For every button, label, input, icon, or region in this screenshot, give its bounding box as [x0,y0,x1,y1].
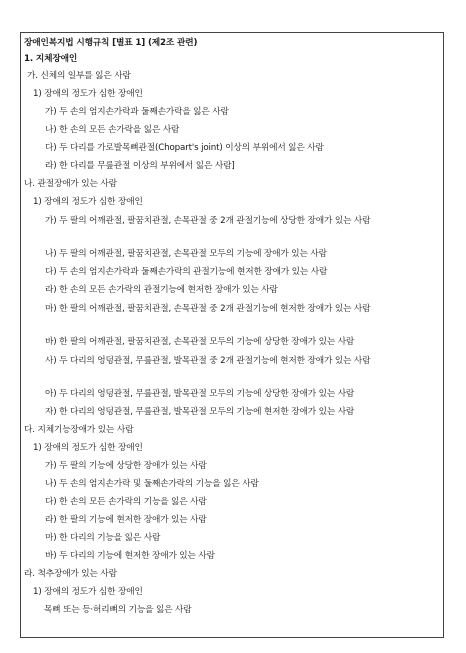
document-line: 1) 장애의 정도가 심한 장애인 [33,587,143,597]
document-line: 라) 한 손의 모든 손가락의 관절기능에 현저한 장애가 있는 사람 [45,285,278,295]
document-line: 아) 두 다리의 엉덩관절, 무릎관절, 발목관절 모두의 기능에 상당한 장애가 있는 사람 [45,389,355,399]
document-line: 나) 한 손의 모든 손가락을 잃은 사람 [45,125,180,135]
document-line: 나. 관절장애가 있는 사람 [24,179,117,189]
document-line: 나) 두 손의 엄지손가락 및 둘째손가락의 기능을 잃은 사람 [45,479,259,489]
document-line: 1) 장애의 정도가 심한 장애인 [33,197,143,207]
document-frame [20,32,444,638]
document-line: 다) 두 다리를 가로발목뼈관절(Chopart's joint) 이상의 부위에서 잃은 사람 [45,143,324,153]
document-line: 1. 지체장애인 [24,54,78,64]
document-line: 마) 한 다리의 기능을 잃은 사람 [45,533,161,543]
document-line: 라) 한 팔의 기능에 현저한 장애가 있는 사람 [45,515,207,525]
document-line: 목뼈 또는 등·허리뼈의 기능을 잃은 사람 [44,605,192,615]
document-line: 다) 두 손의 엄지손가락과 둘째손가락의 관절기능에 현저한 장애가 있는 사람 [45,267,328,277]
document-line: 나) 두 팔의 어깨관절, 팔꿈치관절, 손목관절 모두의 기능에 장애가 있는 사람 [45,249,327,259]
document-line: 가) 두 손의 엄지손가락과 둘째손가락을 잃은 사람 [45,107,229,117]
document-line: 가) 두 팔의 기능에 상당한 장애가 있는 사람 [45,461,207,471]
document-line: 1) 장애의 정도가 심한 장애인 [33,443,143,453]
document-line: 가. 신체의 일부를 잃은 사람 [27,71,131,81]
document-line: 자) 한 다리의 엉덩관절, 무릎관절, 발목관절 모두의 기능에 현저한 장애가 있는 사람 [45,407,355,417]
document-title: 장애인복지법 시행규칙 [별표 1] (제2조 관련) [24,38,198,48]
document-line: 마) 한 팔의 어깨관절, 팔꿈치관절, 손목관절 중 2개 관절기능에 현저한 장애가 있는 사람 [45,304,371,314]
document-line: 라) 한 다리를 무릎관절 이상의 부위에서 잃은 사람] [45,161,235,171]
document-line: 바) 한 팔의 어깨관절, 팔꿈치관절, 손목관절 모두의 기능에 상당한 장애가 있는 사람 [45,337,355,347]
document-line: 다) 한 손의 모든 손가락의 기능을 잃은 사람 [45,497,207,507]
document-line: 사) 두 다리의 엉덩관절, 무릎관절, 발목관절 중 2개 관절기능에 현저한 장애가 있는 사람 [45,356,371,366]
document-line: 가) 두 팔의 어깨관절, 팔꿈치관절, 손목관절 중 2개 관절기능에 상당한 장애가 있는 사람 [45,216,371,226]
document-line: 1) 장애의 정도가 심한 장애인 [33,89,143,99]
document-line: 바) 두 다리의 기능에 현저한 장애가 있는 사람 [45,551,215,561]
document-line: 다. 지체기능장애가 있는 사람 [24,425,134,435]
document-line: 라. 척추장애가 있는 사람 [24,569,117,579]
